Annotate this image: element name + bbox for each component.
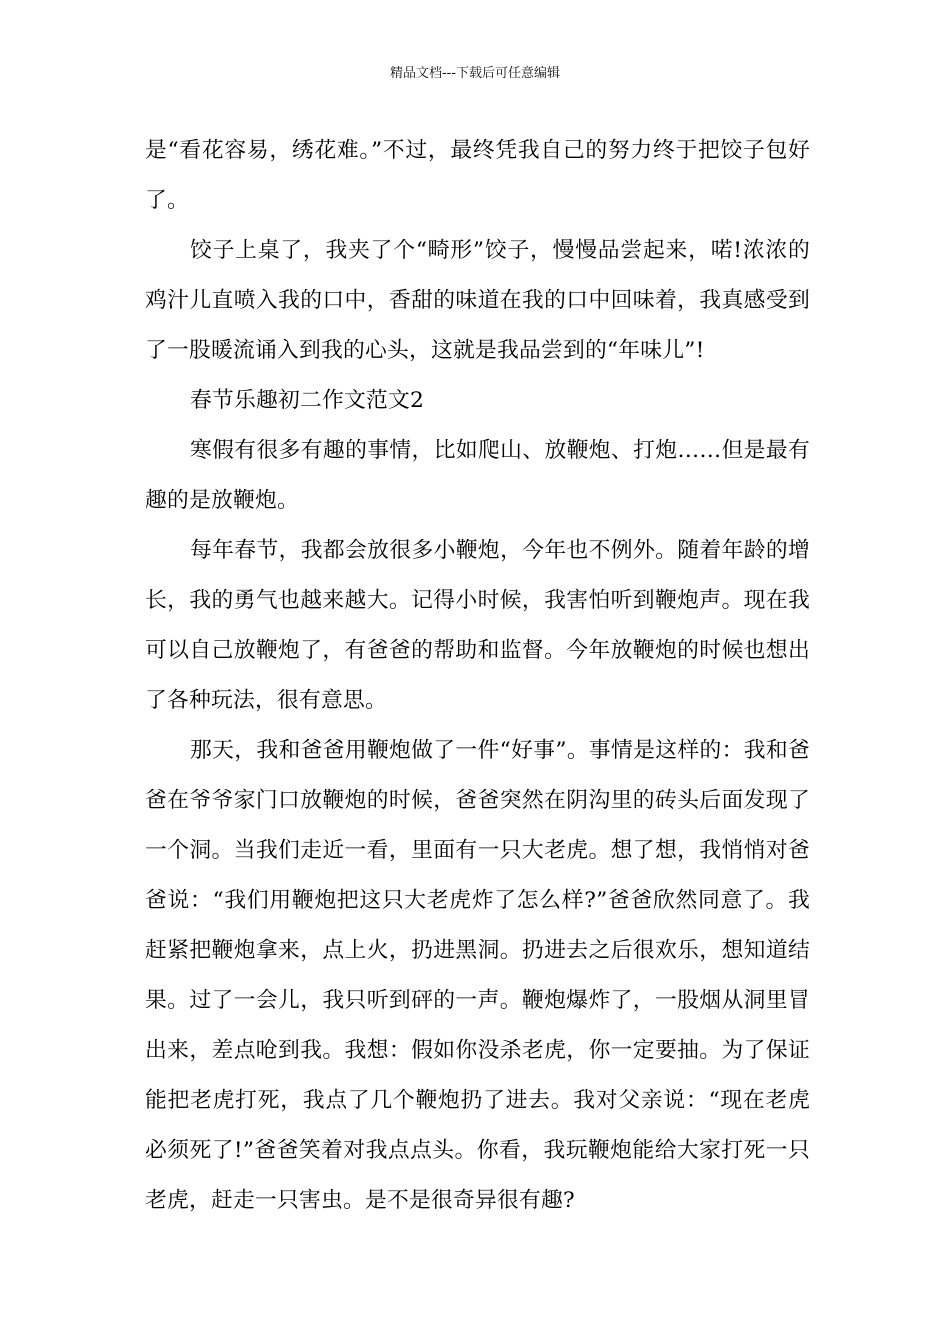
paragraph-story: 那天，我和爸爸用鞭炮做了一件“好事”。事情是这样的：我和爸爸在爷爷家门口放鞭炮的时候，爸爸突然在阴沟里的砖头后面发现了一个洞。当我们走近一看，里面有一只大老虎。想了想，我悄悄对爸爸说：“我们用鞭炮把这只大老虎炸了怎么样?”爸爸欣然同意了。我赶紧把鞭炮拿来，点上火，扔进黑洞。扔进去之后很欢乐，想知道结果。过了一会儿，我只听到砰的一声。鞭炮爆炸了，一股烟从洞里冒出来，差点呛到我。我想：假如你没杀老虎，你一定要抽。为了保证能把老虎打死，我点了几个鞭炮扔了进去。我对父亲说：“现在老虎必须死了!”爸爸笑着对我点点头。你看，我玩鞭炮能给大家打死一只老虎，赶走一只害虫。是不是很奇异很有趣? <box>145 738 810 1213</box>
paragraph-every-year: 每年春节，我都会放很多小鞭炮，今年也不例外。随着年龄的增长，我的勇气也越来越大。记得小时候，我害怕听到鞭炮声。现在我可以自己放鞭炮了，有爸爸的帮助和监督。今年放鞭炮的时候也想出了各种玩法，很有意思。 <box>145 538 810 713</box>
section-title: 春节乐趣初二作文范文2 <box>190 388 425 413</box>
paragraph-continuation: 是“看花容易，绣花难。”不过，最终凭我自己的努力终于把饺子包好了。 <box>145 138 810 213</box>
paragraph-dumpling: 饺子上桌了，我夹了个“畸形”饺子，慢慢品尝起来，喏!浓浓的鸡汁儿直喷入我的口中，香甜的味道在我的口中回味着，我真感受到了一股暖流诵入到我的心头，这就是我品尝到的“年味儿”! <box>145 238 810 363</box>
page-header: 精品文档---下载后可任意编辑 <box>389 66 561 81</box>
document-body <box>145 126 810 1226</box>
paragraph-intro: 寒假有很多有趣的事情，比如爬山、放鞭炮、打炮……但是最有趣的是放鞭炮。 <box>145 438 810 513</box>
